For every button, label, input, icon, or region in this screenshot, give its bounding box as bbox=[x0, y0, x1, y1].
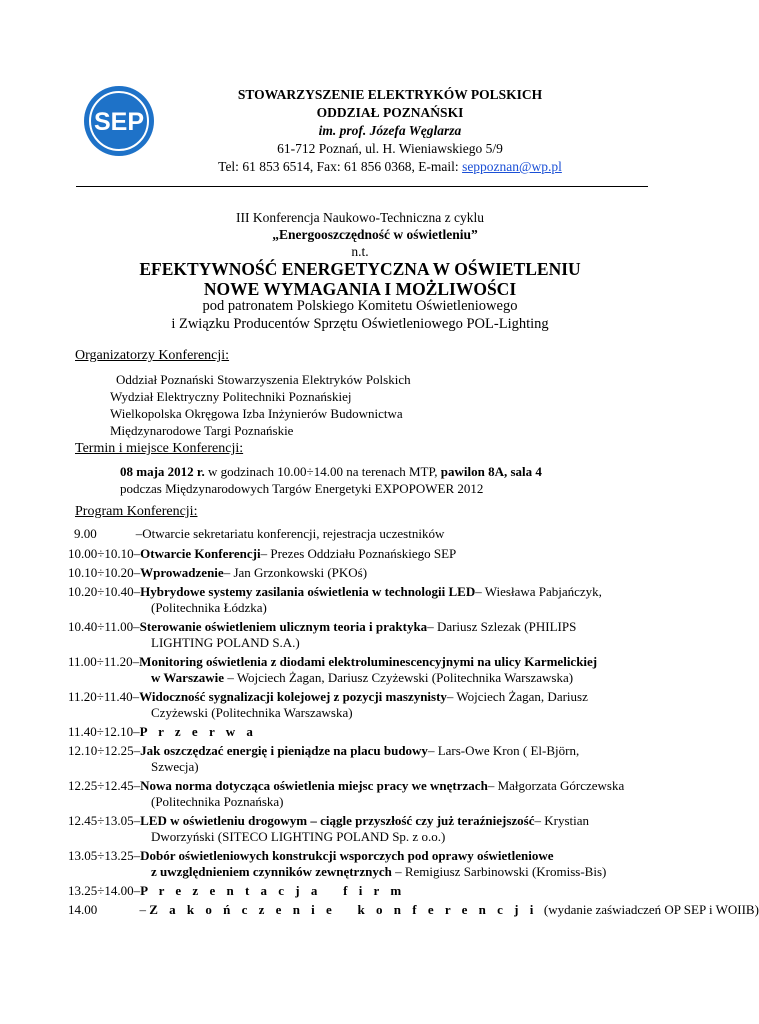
program-time: 11.40÷12.10 bbox=[68, 724, 134, 739]
program-dash: – bbox=[133, 565, 141, 580]
program-item bbox=[68, 689, 668, 724]
program-item bbox=[68, 848, 668, 883]
program-item bbox=[68, 743, 668, 778]
program-time: 11.20÷11.40 bbox=[68, 689, 133, 704]
contact-text: Tel: 61 853 6514, Fax: 61 856 0368, E-mail: bbox=[218, 159, 463, 174]
program-item bbox=[68, 619, 668, 654]
program-continuation bbox=[68, 864, 668, 880]
program-time: 10.10÷10.20 bbox=[68, 565, 134, 580]
program-speaker: – Małgorzata Górczewska bbox=[487, 778, 625, 793]
program-title: Dobór oświetleniowych konstrukcji wsporczych pod oprawy oświetleniowe bbox=[140, 848, 554, 863]
program-dash: – bbox=[133, 584, 141, 599]
program-dash: – bbox=[133, 724, 140, 739]
organizer-item: Oddział Poznański Stowarzyszenia Elektryków Polskich bbox=[116, 372, 411, 387]
org-name bbox=[150, 86, 630, 104]
program-time: 13.25÷14.00 bbox=[68, 883, 134, 898]
program-time: 11.00÷11.20 bbox=[68, 654, 133, 669]
organizers-list bbox=[110, 371, 411, 439]
program-title: Otwarcie Konferencji bbox=[140, 546, 261, 561]
sep-logo-text: SEP bbox=[93, 108, 145, 136]
org-patron bbox=[150, 122, 630, 140]
program-dash: – bbox=[133, 546, 141, 561]
program-heading: Program Konferencji: bbox=[75, 504, 198, 519]
program-speaker: – Remigiusz Sarbinowski (Kromiss-Bis) bbox=[391, 864, 607, 879]
program-title: LED w oświetleniu drogowym – ciągle przyszłość czy już teraźniejszość bbox=[140, 813, 535, 828]
program-item bbox=[68, 526, 668, 546]
program-dash: – bbox=[97, 902, 150, 917]
program-title: P r z e r w a bbox=[139, 724, 257, 739]
program-time: 10.00÷10.10 bbox=[68, 546, 134, 561]
program-title: Jak oszczędzać energię i pieniądze na placu budowy bbox=[140, 743, 428, 758]
program-dash: – bbox=[133, 619, 140, 634]
venue-date: 08 maja 2012 r. bbox=[120, 464, 205, 479]
program-title: Wprowadzenie bbox=[140, 565, 224, 580]
program-item bbox=[68, 654, 668, 689]
email-link[interactable]: seppoznan@wp.pl bbox=[462, 159, 562, 174]
program-item bbox=[68, 883, 668, 902]
program-time: 10.20÷10.40 bbox=[68, 584, 134, 599]
org-address: 61-712 Poznań, ul. H. Wieniawskiego 5/9 bbox=[277, 141, 503, 156]
program-speaker: – Lars-Owe Kron ( El-Björn, bbox=[427, 743, 580, 758]
program-affiliation: (Politechnika Poznańska) bbox=[151, 794, 284, 809]
sep-logo bbox=[82, 84, 156, 158]
org-branch bbox=[150, 104, 630, 122]
venue-line-1 bbox=[120, 464, 542, 480]
program-affiliation: LIGHTING POLAND S.A.) bbox=[151, 635, 300, 650]
program-continuation bbox=[68, 670, 668, 686]
program-item bbox=[68, 546, 668, 565]
organizer-item: Wielkopolska Okręgowa Izba Inżynierów Budownictwa bbox=[110, 406, 403, 421]
patronage-1: pod patronatem Polskiego Komitetu Oświetleniowego bbox=[202, 298, 518, 314]
program-title: Nowa norma dotycząca oświetlenia miejsc pracy we wnętrzach bbox=[140, 778, 488, 793]
program-item bbox=[68, 778, 668, 813]
program-affiliation: (Politechnika Łódzka) bbox=[151, 600, 267, 615]
program-dash: – bbox=[132, 689, 140, 704]
conference-nt: n.t. bbox=[351, 244, 369, 259]
program-time: 12.10÷12.25 bbox=[68, 743, 134, 758]
program-dash: – bbox=[133, 743, 141, 758]
program-time: 10.40÷11.00 bbox=[68, 619, 134, 634]
program-item bbox=[68, 584, 668, 619]
program-speaker: – Dariusz Szlezak (PHILIPS bbox=[427, 619, 577, 634]
program-item bbox=[68, 813, 668, 848]
program-time: 13.05÷13.25 bbox=[68, 848, 134, 863]
program-time: 14.00 bbox=[68, 902, 98, 917]
program-item bbox=[68, 902, 759, 921]
program-item bbox=[68, 724, 668, 743]
program-dash: – bbox=[133, 813, 141, 828]
program-dash: – bbox=[132, 654, 140, 669]
organizers-heading: Organizatorzy Konferencji: bbox=[75, 348, 230, 363]
program-title: Hybrydowe systemy zasilania oświetlenia w technologii LED bbox=[140, 584, 476, 599]
program-dash: – bbox=[96, 526, 143, 541]
program-speaker: – Wojciech Żagan, Dariusz Czyżewski (Politechnika Warszawska) bbox=[224, 670, 574, 685]
org-contact bbox=[150, 158, 630, 176]
program-speaker: – Wojciech Żagan, Dariusz bbox=[446, 689, 588, 704]
conference-series: III Konferencja Naukowo-Techniczna z cyklu bbox=[236, 210, 484, 225]
conference-title-1: EFEKTYWNOŚĆ ENERGETYCZNA W OŚWIETLENIU bbox=[139, 259, 581, 279]
organizer-item: Wydział Elektryczny Politechniki Poznańskiej bbox=[110, 389, 352, 404]
org-name-text: STOWARZYSZENIE ELEKTRYKÓW POLSKICH bbox=[237, 87, 543, 102]
program-item bbox=[68, 565, 668, 584]
organizer-item: Międzynarodowe Targi Poznańskie bbox=[110, 423, 294, 438]
program-title: Z a k o ń c z e n i e k o n f e r e n c j i bbox=[149, 902, 538, 917]
program-title-cont: w Warszawie bbox=[151, 670, 225, 685]
program-affiliation: Szwecja) bbox=[151, 759, 199, 774]
program-affiliation: Czyżewski (Politechnika Warszawska) bbox=[151, 705, 353, 720]
program-speaker: – Jan Grzonkowski (PKOś) bbox=[223, 565, 368, 580]
program-speaker: – Wiesława Pabjańczyk, bbox=[475, 584, 602, 599]
program-desc: Otwarcie sekretariatu konferencji, rejestracja uczestników bbox=[142, 526, 445, 541]
org-patron-text: im. prof. Józefa Węglarza bbox=[318, 123, 462, 138]
venue-heading: Termin i miejsce Konferencji: bbox=[75, 441, 244, 456]
header-divider bbox=[76, 186, 648, 187]
program-speaker: – Krystian bbox=[534, 813, 590, 828]
patronage-2: i Związku Producentów Sprzętu Oświetleniowego POL-Lighting bbox=[171, 316, 549, 332]
venue-line-2: podczas Międzynarodowych Targów Energetyki EXPOPOWER 2012 bbox=[120, 481, 484, 496]
org-branch-text: ODDZIAŁ POZNAŃSKI bbox=[316, 105, 464, 120]
venue-hours: w godzinach 10.00÷14.00 na terenach MTP, bbox=[204, 464, 441, 479]
program-title: Monitoring oświetlenia z diodami elektroluminescencyjnymi na ulicy Karmelickiej bbox=[139, 654, 598, 669]
program-dash: – bbox=[133, 848, 141, 863]
program-title-cont: z uwzględnieniem czynników zewnętrznych bbox=[151, 864, 392, 879]
conference-title-2: NOWE WYMAGANIA I MOŻLIWOŚCI bbox=[203, 279, 517, 299]
program-title: Widoczność sygnalizacji kolejowej z pozycji maszynisty bbox=[139, 689, 447, 704]
program-title: P r e z e n t a c j a f i r m bbox=[140, 883, 406, 898]
program-affiliation: Dworzyński (SITECO LIGHTING POLAND Sp. z o.o.) bbox=[151, 829, 446, 844]
program-dash: – bbox=[133, 883, 141, 898]
program-time: 9.00 bbox=[74, 526, 97, 541]
program-list bbox=[68, 526, 759, 921]
program-time: 12.25÷12.45 bbox=[68, 778, 134, 793]
program-dash: – bbox=[133, 778, 141, 793]
program-time: 12.45÷13.05 bbox=[68, 813, 134, 828]
program-speaker: – Prezes Oddziału Poznańskiego SEP bbox=[260, 546, 457, 561]
program-note: (wydanie zaświadczeń OP SEP i WOIIB) bbox=[537, 902, 759, 917]
venue-pavilion: pawilon 8A, sala 4 bbox=[440, 464, 542, 479]
conference-cycle bbox=[60, 227, 660, 243]
conference-cycle-text: „Energooszczędność w oświetleniu” bbox=[272, 227, 478, 242]
program-title: Sterowanie oświetleniem ulicznym teoria i praktyka bbox=[139, 619, 428, 634]
